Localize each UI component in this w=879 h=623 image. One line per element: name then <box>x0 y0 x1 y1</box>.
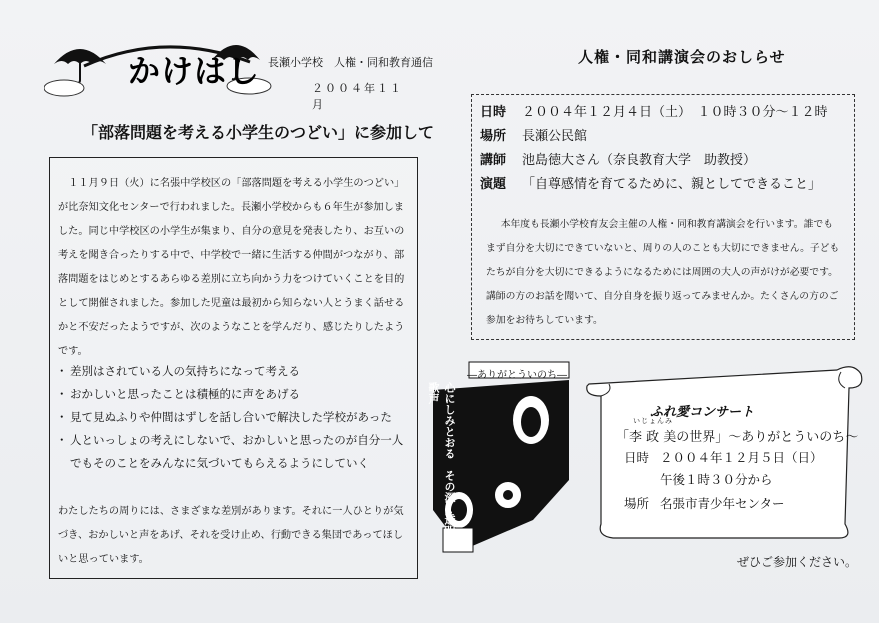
lecture-place-row <box>480 125 587 144</box>
article-paragraph-text: １１月９日（火）に名張中学校区の「部落問題を考える小学生のつどい」が比奈知文化センターで行われました。長瀬小学校からも６年生が参加しました。同じ中学校区の小学生が集まり、自分の意見を発表したり、お互いの考えを聞き合ったりする中で、中学校で一緒に生活する仲間がつながり、部落問題をはじめとするあらゆる差別に立ち向かう力をつけていくことを目的として開催されました。参加した児童は最初から知らない人とうまく話せるかと不安だったようですが、次のようなことを学んだり、感じたりしたようです。 <box>58 178 405 357</box>
article-box <box>49 157 418 579</box>
date-label: 日時 <box>480 105 507 120</box>
place-label: 場所 <box>624 496 650 511</box>
concert-time-row <box>660 470 773 488</box>
issue-date: ２００４年１１月 <box>312 82 403 111</box>
lecture-description <box>486 213 842 333</box>
concert-subtitle: 「李 政 美の世界」～ありがとういのち～ <box>616 430 859 445</box>
lecture-notice-title: 人権・同和講演会のおしらせ <box>578 48 786 66</box>
school-line: 長瀬小学校 人権・同和教育通信 <box>268 56 433 69</box>
date-value: ２００４年１２月５日（日） <box>660 450 823 465</box>
list-item: ・ おかしいと思ったことは積極的に声をあげる <box>58 383 414 406</box>
place-value: 長瀬公民館 <box>522 129 588 144</box>
newsletter-header <box>44 36 433 111</box>
article-closing: わたしたちの周りには、さまざまな差別があります。それに一人ひとりが気づき、おかしいと声をあげ、それを受け止め、行動できる集団であってほしいと思っています。 <box>58 506 404 565</box>
date-label: 日時 <box>624 450 650 465</box>
concert-date-row <box>624 448 823 466</box>
list-item: ・ 人といっしょの考えにしないで、おかしいと思ったのが自分一人 <box>58 429 414 452</box>
lecture-topic-row <box>480 173 821 192</box>
topic-value: 「自尊感情を育てるために、親としてできること」 <box>522 177 822 192</box>
newsletter-title: かけはし <box>128 52 261 90</box>
footer-note: ぜひご参加ください。 <box>737 555 858 569</box>
lecture-lecturer-row <box>480 149 756 168</box>
list-item: ・ 見て見ぬふりや仲間はずしを話し合いで解決した学校があった <box>58 406 414 429</box>
poster-caption: ―ありがとういのち― <box>467 370 567 381</box>
concert-poster-image <box>423 360 573 560</box>
learning-list <box>58 360 414 475</box>
poster-vertical-text: 心にしみとおる その深く透明な歌声 <box>427 382 456 547</box>
lecturer-label: 講師 <box>480 153 507 168</box>
concert-ruby: いじょんみ <box>633 417 673 425</box>
concert-scroll-frame <box>583 352 865 542</box>
list-item-continuation: でもそのことをみんなに気づいてもらえるようにしていく <box>70 456 369 470</box>
lecture-description-text: 本年度も長瀬小学校育友会主催の人権・同和教育講演会を行います。誰でもまず自分を大切にできていないと、周りの人のことも大切にできません。子どもたちが自分を大切にできるようになるためには周囲の大人の声がけが必要です。講師の方のお話を聞いて、自分自身を振り返ってみませんか。たくさんの方のご参加をお待ちしています。 <box>486 219 840 326</box>
concert-place-row <box>624 494 785 512</box>
lecturer-value: 池島徳大さん（奈良教育大学 助教授） <box>522 153 757 168</box>
article-paragraph <box>58 172 408 364</box>
date-value: ２００４年１２月４日（土） １０時３０分～１２時 <box>522 105 828 120</box>
time-value: 午後１時３０分から <box>660 472 773 487</box>
article-heading: 「部落問題を考える小学生のつどい」に参加して <box>82 123 435 142</box>
concert-title: ふれ愛コンサート <box>650 405 755 420</box>
topic-label: 演題 <box>480 177 507 192</box>
list-item: ・ 差別はされている人の気持ちになって考える <box>58 360 414 383</box>
place-value: 名張市青少年センター <box>660 496 785 511</box>
place-label: 場所 <box>480 129 507 144</box>
lecture-info-box <box>471 94 855 340</box>
lecture-date-row <box>480 101 828 120</box>
